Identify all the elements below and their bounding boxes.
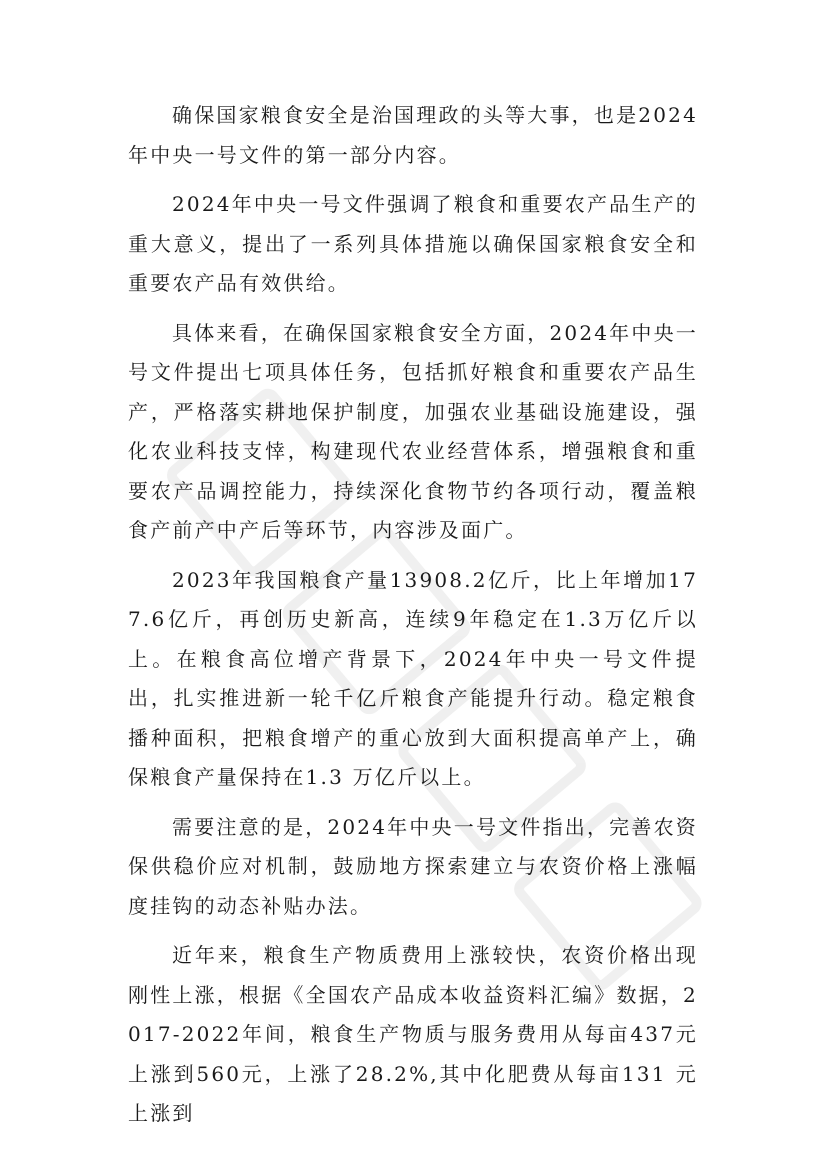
paragraph-seven-tasks: 具体来看，在确保国家粮食安全方面，2024年中央一号文件提出七项具体任务，包括抓好粮食和重要农产品生产，严格落实耕地保护制度，加强农业基础设施建设，强化农业科技支悻，构建现代农业经营体系，增强粮食和重要农产品调控能力，持续深化食物节约各项行动，覆盖粮食产前产中产后等环节，内容涉及面广。	[128, 320, 698, 542]
paragraph-input-price-mechanism: 需要注意的是，2024年中央一号文件指出，完善农资保供稳价应对机制，鼓励地方探索建立与农资价格上涨幅度挂钩的动态补贴办法。	[128, 814, 698, 918]
document-page	[128, 96, 698, 1144]
paragraph-document-significance: 2024年中央一号文件强调了粮食和重要农产品生产的重大意义，提出了一系列具体措施以确保国家粮食安全和重要农产品有效供给。	[128, 192, 698, 295]
paragraph-production-cost-rise: 近年来，粮食生产物质费用上涨较快，农资价格出现刚性上涨，根据《全国农产品成本收益资料汇编》数据，2017-2022年间，粮食生产物质与服务费用从每亩437元上涨到560元，上涨了28.2%,其中化肥费从每亩131 元上涨到	[128, 943, 698, 1125]
paragraph-grain-output-2023: 2023年我国粮食产量13908.2亿斤，比上年增加177.6亿斤，再创历史新高，连续9年稳定在1.3万亿斤以上。在粮食高位增产背景下，2024年中央一号文件提出，扎实推进新一轮千亿斤粮食产能提升行动。稳定粮食播种面积，把粮食增产的重心放到大面积提高单产上，确保粮食产量保持在1.3 万亿斤以上。	[128, 567, 698, 789]
paragraph-food-security-intro: 确保国家粮食安全是治国理政的头等大事，也是2024年中央一号文件的第一部分内容。	[128, 103, 698, 167]
